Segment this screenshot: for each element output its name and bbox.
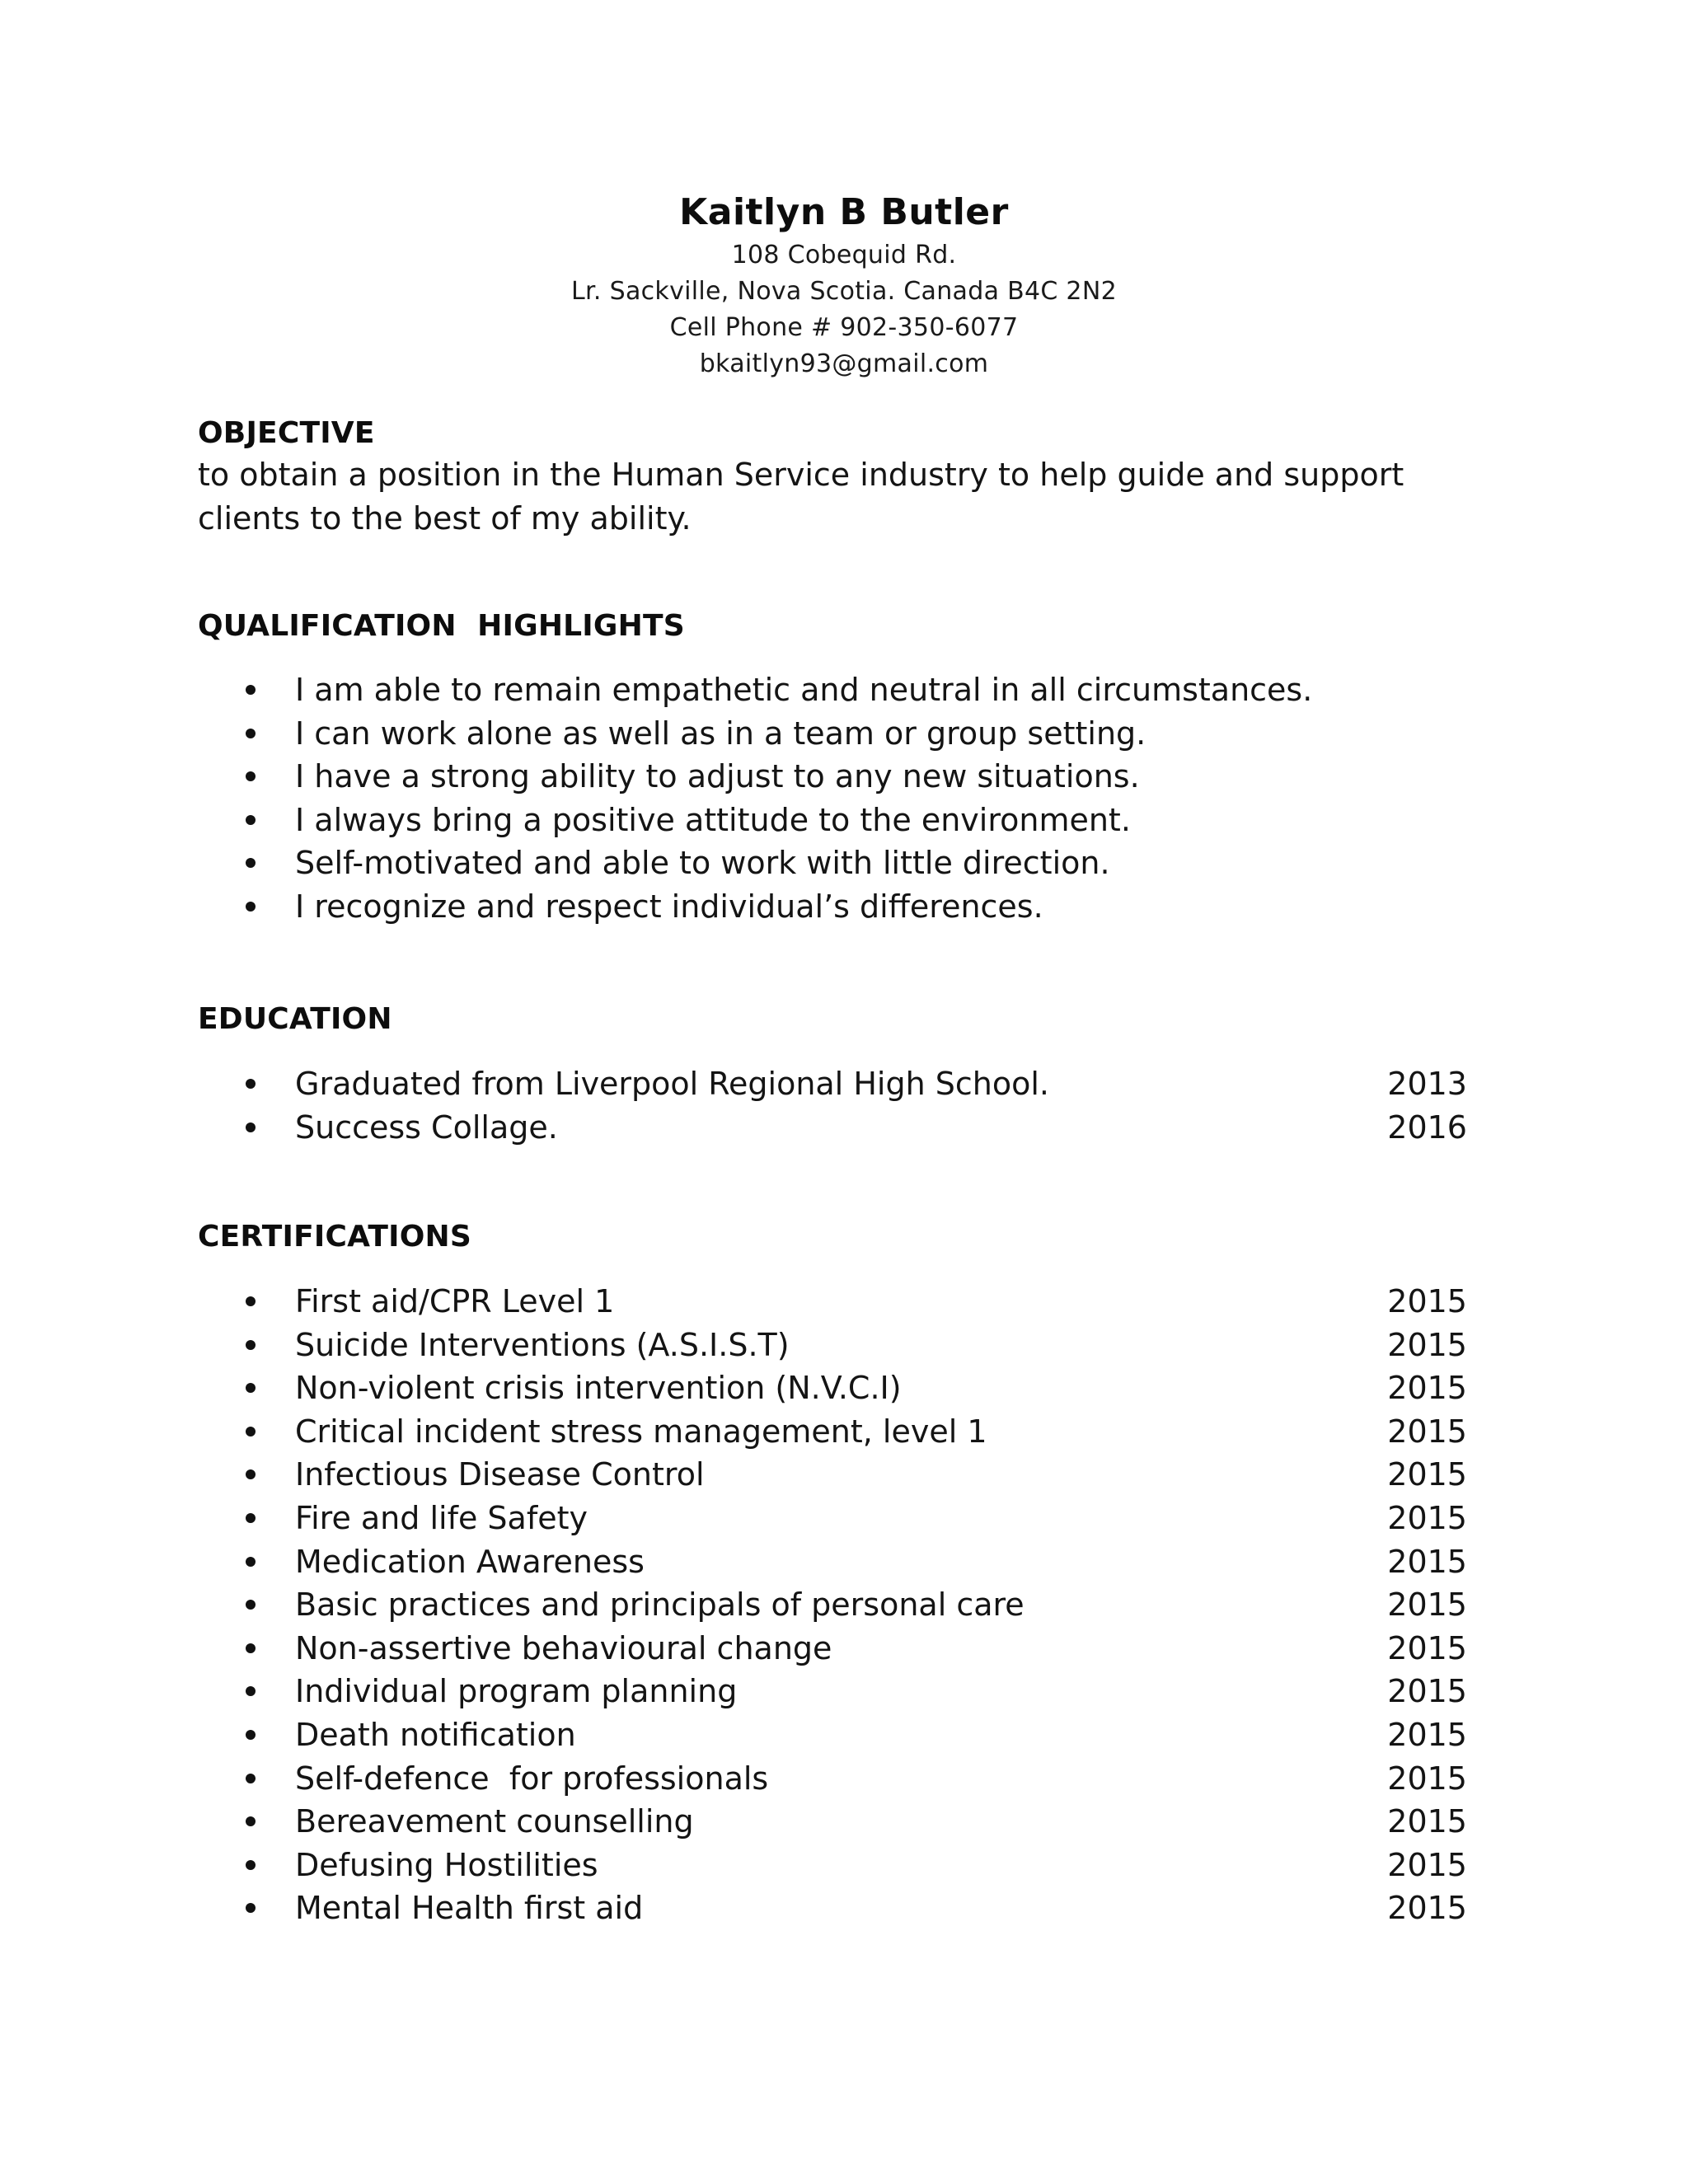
certification-year: 2015: [1387, 1326, 1467, 1363]
certification-year: 2015: [1387, 1456, 1467, 1493]
list-item: [198, 841, 1467, 885]
certifications-heading: CERTIFICATIONS: [198, 1220, 471, 1254]
certification-text: Medication Awareness: [295, 1543, 645, 1580]
list-item: [198, 1844, 1467, 1887]
bullet-icon: [246, 1383, 256, 1393]
certification-year: 2015: [1387, 1716, 1467, 1753]
certification-year: 2015: [1387, 1760, 1467, 1797]
certification-text: Individual program planning: [295, 1673, 738, 1710]
bullet-icon: [246, 1296, 256, 1306]
email-address: bkaitlyn93@gmail.com: [699, 349, 989, 378]
objective-heading: OBJECTIVE: [198, 416, 375, 450]
certification-year: 2015: [1387, 1629, 1467, 1666]
bullet-icon: [246, 1730, 256, 1740]
qualification-text: Self-motivated and able to work with little direction.: [295, 845, 1110, 882]
education-text: Graduated from Liverpool Regional High School.: [295, 1066, 1049, 1102]
list-item: [198, 1497, 1467, 1540]
list-item: [198, 1670, 1467, 1713]
education-year: 2013: [1387, 1066, 1467, 1102]
list-item: [198, 1886, 1467, 1930]
bullet-icon: [246, 1903, 256, 1913]
list-item: [198, 668, 1467, 712]
qualification-text: I recognize and respect individual’s differences.: [295, 888, 1043, 925]
bullet-icon: [246, 771, 256, 781]
phone-number: Cell Phone # 902-350-6077: [669, 313, 1019, 342]
certification-text: Self-defence for professionals: [295, 1760, 769, 1797]
bullet-icon: [246, 1686, 256, 1696]
list-item: [198, 1800, 1467, 1844]
certification-text: Infectious Disease Control: [295, 1456, 705, 1493]
certification-text: First aid/CPR Level 1: [295, 1283, 615, 1319]
bullet-icon: [246, 1469, 256, 1479]
list-item: [198, 885, 1467, 929]
education-list: [198, 1062, 1467, 1149]
certification-year: 2015: [1387, 1803, 1467, 1840]
certification-year: 2015: [1387, 1673, 1467, 1710]
certification-text: Defusing Hostilities: [295, 1846, 598, 1883]
bullet-icon: [246, 1513, 256, 1523]
qualification-text: I can work alone as well as in a team or group setting.: [295, 715, 1146, 752]
list-item: [198, 1324, 1467, 1367]
education-heading: EDUCATION: [198, 1002, 392, 1036]
bullet-icon: [246, 1557, 256, 1567]
certification-year: 2015: [1387, 1283, 1467, 1319]
objective-text: to obtain a position in the Human Service industry to help guide and support clients to the best of my ability.: [198, 457, 1404, 537]
list-item: [198, 1106, 1467, 1150]
certification-year: 2015: [1387, 1890, 1467, 1927]
bullet-icon: [246, 1340, 256, 1350]
list-item: [198, 1062, 1467, 1106]
bullet-icon: [246, 1643, 256, 1653]
bullet-icon: [246, 1816, 256, 1826]
resume-header: [0, 188, 1688, 382]
certification-year: 2015: [1387, 1370, 1467, 1407]
certification-year: 2015: [1387, 1413, 1467, 1450]
qualifications-heading: QUALIFICATION HIGHLIGHTS: [198, 609, 685, 643]
list-item: [198, 755, 1467, 799]
certification-text: Suicide Interventions (A.S.I.S.T): [295, 1326, 790, 1363]
bullet-icon: [246, 1427, 256, 1436]
certification-year: 2015: [1387, 1499, 1467, 1536]
qualification-text: I have a strong ability to adjust to any new situations.: [295, 758, 1140, 795]
certification-text: Basic practices and principals of personal care: [295, 1586, 1025, 1624]
list-item: [198, 1453, 1467, 1497]
certification-year: 2015: [1387, 1586, 1467, 1624]
bullet-icon: [246, 1860, 256, 1870]
certification-text: Bereavement counselling: [295, 1803, 694, 1840]
list-item: [198, 712, 1467, 756]
bullet-icon: [246, 858, 256, 868]
list-item: [198, 1280, 1467, 1324]
list-item: [198, 1583, 1467, 1627]
list-item: [198, 1713, 1467, 1757]
certifications-list: [198, 1280, 1467, 1930]
list-item: [198, 1366, 1467, 1410]
list-item: [198, 1410, 1467, 1454]
bullet-icon: [246, 902, 256, 912]
bullet-icon: [246, 815, 256, 825]
certification-text: Death notification: [295, 1716, 576, 1753]
certification-text: Fire and life Safety: [295, 1499, 588, 1536]
bullet-icon: [246, 1122, 256, 1132]
bullet-icon: [246, 1079, 256, 1089]
bullet-icon: [246, 685, 256, 695]
applicant-name: Kaitlyn B Butler: [679, 191, 1009, 233]
bullet-icon: [246, 1600, 256, 1610]
list-item: [198, 799, 1467, 842]
list-item: [198, 1627, 1467, 1671]
address-line-1: 108 Cobequid Rd.: [731, 241, 957, 269]
certification-year: 2015: [1387, 1846, 1467, 1883]
bullet-icon: [246, 729, 256, 738]
list-item: [198, 1757, 1467, 1801]
certification-text: Non-violent crisis intervention (N.V.C.I): [295, 1370, 902, 1407]
certification-text: Non-assertive behavioural change: [295, 1629, 832, 1666]
address-line-2: Lr. Sackville, Nova Scotia. Canada B4C 2N2: [571, 277, 1117, 306]
certification-text: Critical incident stress management, level 1: [295, 1413, 987, 1450]
list-item: [198, 1540, 1467, 1584]
qualification-text: I always bring a positive attitude to the environment.: [295, 801, 1131, 838]
bullet-icon: [246, 1774, 256, 1783]
education-year: 2016: [1387, 1108, 1467, 1146]
education-text: Success Collage.: [295, 1108, 558, 1146]
certification-year: 2015: [1387, 1543, 1467, 1580]
qualification-text: I am able to remain empathetic and neutral in all circumstances.: [295, 672, 1313, 708]
certification-text: Mental Health first aid: [295, 1890, 644, 1927]
qualifications-list: [198, 668, 1467, 929]
